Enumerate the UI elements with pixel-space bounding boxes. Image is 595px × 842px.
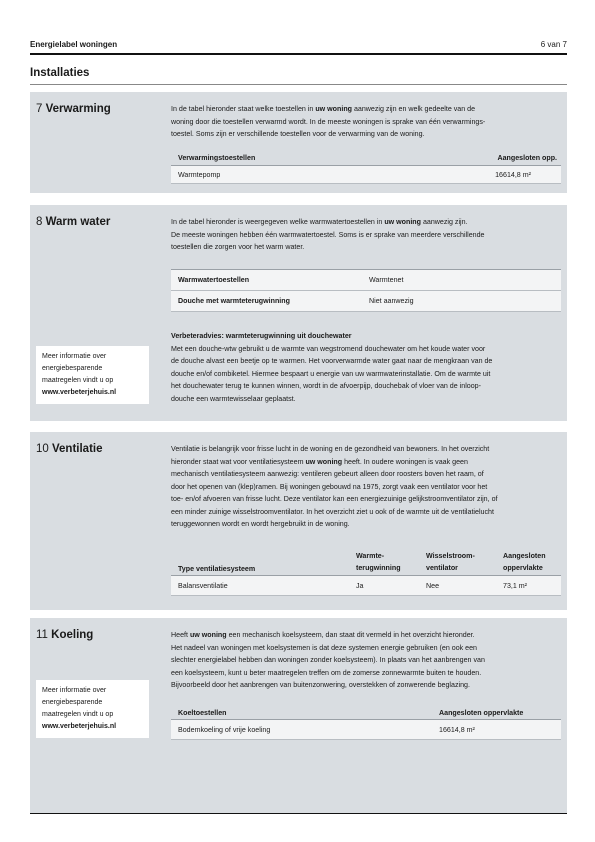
cooling-table [171,706,561,740]
website-link[interactable]: www.verbeterjehuis.nl [42,389,117,396]
document-title: Energielabel woningen [30,40,118,49]
section-ventilation [30,432,567,610]
page-header [30,40,567,53]
page-number: 6 van 7 [540,40,567,49]
page-title: Installaties [30,67,90,79]
table-row: Warmwatertoestellen Warmtenet [171,270,561,291]
section-hot-water [30,205,567,421]
table-header-row: Koeltoestellen Aangesloten oppervlakte [171,706,561,720]
section-heating [30,92,567,193]
section-title: 11 Koeling [36,629,94,641]
bottom-rule [30,813,567,814]
info-box: Meer informatie over energiebesparende maatregelen vindt u op www.verbeterjehuis.nl [36,680,149,738]
section-body: In de tabel hieronder staat welke toestellen in uw woning aanwezig zijn en welk gedeelte van de woning door die toestellen verwarmd wordt. In de meeste woningen is sprake van één verwarmings- toestel. Soms zijn er verschillende toestellen voor de verwarming van de woning. [171,105,486,138]
table-header-row: Verwarmingstoestellen Aangesloten opp. [171,150,561,166]
ventilation-table [171,548,561,596]
section-body: Heeft uw woning een mechanisch koelsysteem, dan staat dit vermeld in het overzicht hieronder. Het nadeel van woningen met koelsystemen is dat deze systemen energie gebruiken (en ook een slechter energielabel hebben dan woningen zonder koelsysteem). In plaats van het aanbrengen van een koelsysteem, kunt u beter maatregelen treffen om de zomerse zonnewarmte buiten te houden. Bijvoorbeeld door het aanbrengen van buitenzonwering, overstekken of zonwerende beglazing. [171,631,485,689]
table-row: Bodemkoeling of vrije koeling 16614,8 m² [171,720,561,740]
table-row: Warmtepomp 16614,8 m² [171,166,561,184]
title-rule [30,84,567,85]
table-row: Douche met warmteterugwinning Niet aanwezig [171,291,561,312]
table-row: Balansventilatie Ja Nee 73,1 m² [171,576,561,596]
section-title: 7 Verwarming [36,103,111,115]
website-link[interactable]: www.verbeterjehuis.nl [42,723,117,730]
advice-text: Verbeteradvies: warmteterugwinning uit douchewater Met een douche-wtw gebruikt u de warmte van wegstromend douchewater om het koude water voor de douche alvast een beetje op te warmen. Het voorverwarmde water gaat naar de mengkraan van de douche en/of combiketel. Hiermee bespaart u energie van uw warmwaterinstallatie. Om de warmte uit het douchewater terug te kunnen winnen, wordt in de afvoerpijp, douchebak of vloer van de inloop- douche een warmtewisselaar geplaatst. [171,330,561,405]
section-title: 8 Warm water [36,216,111,228]
heating-table [171,150,561,184]
hot-water-table [171,269,561,312]
table-header-row: Type ventilatiesysteem Warmte- terugwinning Wisselstroom- ventilator Aangesloten oppervlakte [171,548,561,576]
section-body: In de tabel hieronder is weergegeven welke warmwatertoestellen in uw woning aanwezig zijn. De meeste woningen hebben één warmwatertoestel. Soms is er sprake van meerdere verschillende toestellen die zorgen voor het warm water. [171,218,485,251]
advice-title: Verbeteradvies: warmteterugwinning uit douchewater [171,332,352,340]
section-title: 10 Ventilatie [36,443,103,455]
top-rule [30,53,567,55]
section-cooling [30,618,567,813]
info-box: Meer informatie over energiebesparende maatregelen vindt u op www.verbeterjehuis.nl [36,346,149,404]
section-body: Ventilatie is belangrijk voor frisse lucht in de woning en de gezondheid van bewoners. In het overzicht hieronder staat wat voor ventilatiesysteem uw woning heeft. In oudere woningen is vaak geen mechanisch ventilatiesysteem aanwezig: ventileren gebeurt alleen door roosters boven het raam, of door het openen van (klep)ramen. Bij woningen gebouwd na 1975, zorgt vaak een ventilator voor het toe- en/of afvoeren van frisse lucht. Deze ventilator kan een energiezuinige gelijkstroomventilator zijn, of een minder zuinige wisselstroomventilator. In het overzicht ziet u ook of de warmte uit de ventilatielucht teruggewonnen wordt en wordt hergebruikt in de woning. [171,445,498,528]
